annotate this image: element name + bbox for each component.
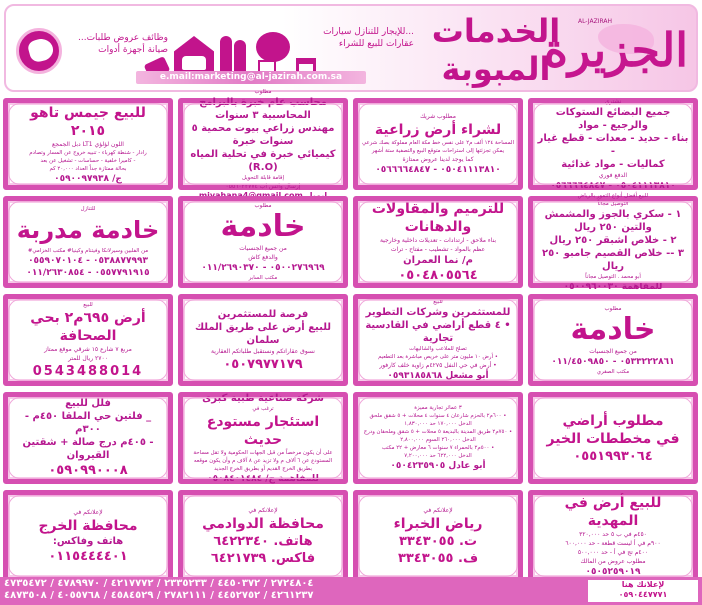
ad-headline: أرض ٦٩٥م٢ بحي الصحافة bbox=[30, 309, 146, 344]
ad-trained-maid-transfer bbox=[3, 196, 173, 288]
services-caption-1: ...للإيجار للتنازل سيارات عقارات للبيع للشراء bbox=[323, 27, 414, 49]
ad-text: _ فلتين حي الملقا ٤٥٠م - ٣٠٠م bbox=[24, 411, 152, 435]
ad-sahafa-land-sale bbox=[3, 294, 173, 386]
ad-partner-farm-land bbox=[353, 98, 523, 190]
ad-gmc-tahoe-sale bbox=[3, 98, 173, 190]
title-line-1: الخدمات bbox=[431, 12, 561, 50]
ad-label: ٣ عمائر تجارية مميزة bbox=[414, 405, 462, 411]
ad-phone: ٠٥٣٣٢٢٢٨٦١ - ٠١١/٤٥٠٩٨٥٠ bbox=[551, 356, 675, 367]
ad-phone: ٠٥٩٠٩٩٠٠٠٨ bbox=[48, 463, 128, 478]
ad-text: الدخل ٦٢٢,٠٠٠ حد ٧,٢٠٠,٠٠٠ bbox=[404, 453, 472, 459]
ad-phone: ٠٥٠٤١١١٣٨١٠ - ٠٥٦٦٦٦٤٨٤٧ bbox=[375, 165, 501, 175]
ad-text: مكتب الصقري bbox=[596, 368, 630, 375]
ad-fax: فاكس. ٦٤٢١٧٣٩ bbox=[210, 550, 316, 566]
ad-label: لإعلانكم في bbox=[73, 508, 103, 516]
advertise-here-phone: ٠٥٩٠٤٤٧٧٧١ bbox=[618, 590, 668, 599]
ad-text: نسوق عقاراتكم ونستقبل طلباتكم العقارية bbox=[211, 347, 315, 355]
services-caption-2: وظائف عروض طلبات... صيانة أجهزة أدوات bbox=[78, 33, 169, 55]
ad-phone: للمفاهمة ٠٥٠٠٩٦٠٠٣٠ bbox=[563, 281, 663, 292]
ad-text: من جميع الجنسيات bbox=[589, 347, 637, 355]
ad-phone: ٠٥٠٠٢٧٦٩٦٩ - ٠١١/٢٦٩٠٣٧٠ bbox=[201, 263, 325, 273]
ad-label: مطلوب bbox=[604, 305, 622, 312]
ad-phone: ٠٥٠٤١١١٣٨١٠ - ٠٥٦٦٦٦٤٨٤٧ bbox=[550, 180, 676, 191]
globe-map-icon bbox=[16, 28, 62, 74]
ad-phone: ٠٥٠٧٩٧٧١٧٩ bbox=[223, 356, 303, 372]
ad-phone: ٠٥٠٤٨٠٥٥٦٤ bbox=[398, 268, 478, 283]
footer-phone-numbers: ٢٧٢٤٨٠٤ / ٤٤٥٠٣٧٢ / ٢٣٣٥٢٣٣ / ٤٢١٧٧٧٢ / ٤٧٨٩٩٧٠ / ٤٧٣٥٤٧٢ ٤٢٦١٢٣٧ / ٤٤٥٢٧٥٢ / ٢٧٨٢١١١ / ٤٥٨٤٥٢٩ / ٤٠٥٥٧٦٨ / ٤٨٧٣٥٠٨ bbox=[4, 578, 314, 601]
ad-phone: ٠١١٥٤٤٤٤٠١ bbox=[48, 548, 128, 564]
ad-text: مربع ٧ شارع ١٥ شرقي موقع ممتاز bbox=[44, 345, 132, 353]
ad-jobs-accountant-engineer bbox=[178, 89, 348, 190]
ad-dates-sale bbox=[528, 192, 698, 292]
ad-text: ٤٥٠م في ب ٥ حد ٣٢٠,٠٠٠ bbox=[579, 531, 647, 538]
ad-dawadmi-advertising bbox=[178, 490, 348, 582]
ad-text: يمكن تجزئتها إلى استراحات متوقع البيع والتصفية ستة أشهر bbox=[371, 148, 505, 154]
ad-villas-sale bbox=[3, 392, 173, 484]
ad-text: ٢ - خلاص اشبقر ٢٥٠ ريال bbox=[549, 234, 677, 246]
ad-label: للبيع أفضل أنواع التمور بالرياض bbox=[577, 192, 649, 199]
title-line-2: المبوبة bbox=[441, 50, 551, 88]
ad-maid-wanted-alsaber bbox=[178, 196, 348, 288]
ad-text: ٤٠٠م تج في أ - حد ٥٠٠,٠٠٠ bbox=[577, 549, 649, 556]
ad-text: كيميائي خبرة في تحلية المياه (R.O) bbox=[190, 149, 336, 173]
ad-text: ٢٧٠٠ ريال للمتر bbox=[68, 354, 108, 362]
ad-text: المستودع عن ٦ آلاف م ولا تزيد عن ٨ آلاف م وأن يكون موقعه bbox=[193, 457, 333, 464]
ad-text: • أرض ١٠ مليون متر على خريص مباشرة بعد التطعيم bbox=[378, 354, 498, 360]
classified-ads-grid bbox=[4, 89, 698, 582]
ad-text: ٣ -- خلاص القصيم جامبو ٢٥٠ ريال bbox=[541, 247, 685, 272]
ad-alkharj-advertising bbox=[3, 490, 173, 582]
ad-text: • ٤ قطع أراضي في القادسية تجارية bbox=[365, 320, 511, 344]
advertise-here-box bbox=[588, 580, 698, 602]
ad-text: رادار - شنطة كهرباء - تنبيه خروج عن المسار وتصادم bbox=[29, 149, 147, 156]
ad-text: - كاميرا خلفية - حساسات - تشغيل عن بعد bbox=[40, 157, 136, 164]
logo-arabic: الجزيرة bbox=[543, 23, 688, 77]
logo-latin: AL-JAZIRAH bbox=[577, 18, 612, 25]
ad-label: للتنازل bbox=[80, 206, 96, 212]
ad-label: للبيع bbox=[433, 299, 443, 305]
ad-headline: للبيع أرض في المهدية bbox=[564, 495, 662, 529]
ad-king-salman-road-land bbox=[178, 294, 348, 386]
ad-riyadh-alkhabra-advertising bbox=[353, 490, 523, 582]
ad-headline: خادمة مدربة bbox=[16, 216, 160, 244]
ad-text: بطريق الخرج القديم أو بطريق الخرج الجديد bbox=[214, 465, 312, 472]
ad-label: لإعلانكم في bbox=[248, 506, 278, 514]
ad-phone: أبو عادل ٠٥٠٤٢٣٥٩٠٥ bbox=[390, 461, 486, 471]
ad-text: ١ - سكري بالجوز والمشمش والتين ٢٥٠ ريال bbox=[544, 208, 682, 233]
ad-label: مطلوب bbox=[254, 203, 272, 209]
ad-warehouse-rental bbox=[178, 392, 348, 484]
ad-text: للبيع أرض على طريق الملك سلمان bbox=[194, 321, 332, 346]
ad-text: تصلح للملاعب والشاليهات bbox=[409, 346, 467, 352]
ad-text: مكتب السابر bbox=[248, 275, 278, 281]
ad-text: مطلوب عروض من المالك bbox=[580, 558, 646, 565]
ad-headline: محافظة الدوادمي bbox=[202, 515, 324, 532]
ad-text: • ٦٠٠م٢ بالحزم شارعان ٤ سنوات ٤ محلات + ٥ شقق ملحق bbox=[369, 413, 507, 419]
section-title bbox=[426, 12, 566, 88]
ad-text: محاسب عام خبرة بالبرامج المحاسبية ٣ سنوات bbox=[199, 97, 327, 121]
ad-text: المساحة ١٢٤ ألف م٢ على نفس خط مكة العام مملوكة بصك شرعي bbox=[362, 140, 514, 146]
ad-label: التوصيل مجاناً bbox=[597, 200, 629, 207]
ad-headline: مطلوب أراضي bbox=[562, 412, 664, 429]
ad-headline: فرصة للمستثمرين bbox=[217, 308, 309, 320]
ad-commercial-buildings bbox=[353, 392, 523, 484]
ad-label: نشتري bbox=[604, 97, 622, 105]
ad-buy-stock-goods bbox=[528, 98, 698, 190]
ad-text: - ٤٠٥م درج صالة + شقتين القيروان bbox=[22, 437, 154, 461]
ad-text: • أرض في حي النفل ٤٢٧٥م زاوية خلف كارفور bbox=[379, 362, 497, 369]
ad-phone: ت. ٣٣٤٣٠٥٥ bbox=[398, 533, 478, 549]
ad-lands-wanted-alkhair bbox=[528, 392, 698, 484]
ad-label: ترغب في bbox=[252, 405, 274, 412]
ad-text: م/ نما العمران bbox=[403, 255, 473, 266]
ad-phone: أبو مشعل ٠٥٩٣١٨٥٨٦٨ bbox=[387, 371, 489, 381]
ad-text: اللون لؤلؤي LT1 دبل الجمجع bbox=[52, 140, 124, 148]
ad-phone: ٠٥٣٨٨٧٧٩٩٣ - ٠٥٥٩٠٧٠١٠٤ bbox=[28, 256, 148, 266]
ad-text: للمستثمرين وشركات التطوير bbox=[365, 307, 511, 318]
ad-headline: فلل للبيع bbox=[65, 398, 111, 409]
ad-label: لإعلانكم في bbox=[423, 506, 453, 514]
ad-phone: 0543488014 bbox=[32, 363, 144, 379]
ad-renovation-contracting bbox=[353, 196, 523, 288]
ad-headline: لشراء أرض زراعية bbox=[374, 122, 502, 138]
ad-headline: استئجار مستودع حديث bbox=[206, 413, 320, 448]
advertising-contacts-footer bbox=[0, 577, 702, 605]
ad-text: مهندس زراعي بيوت محمية ٥ سنوات خبرة bbox=[191, 123, 335, 147]
ad-text: بحالة ممتازة جداً العداد ٢٠,٠٠٠ كم bbox=[49, 165, 127, 172]
ad-text: بناء ملاحق - ارتدادات - تعديلات داخلية وخارجية bbox=[379, 237, 497, 244]
ad-headline: للبيع جيمس تاهو ٢٠١٥ bbox=[30, 104, 146, 139]
ad-text: بناء - حديد - معدات - قطع غيار - bbox=[537, 132, 689, 157]
ad-text: شركة صناعية طبية كبرى bbox=[202, 392, 324, 404]
ad-headline: خادمة bbox=[220, 209, 306, 244]
ad-phone: ٠٥٠٥٢٥٩٠١٩ bbox=[585, 567, 641, 577]
ad-text: من جميع الجنسيات bbox=[239, 245, 287, 252]
al-jazirah-logo bbox=[543, 14, 688, 86]
ad-phone: للمفاهمة ج/ ٠٥٠٨٤٠١٤٨٤ bbox=[207, 473, 319, 484]
ad-text: هاتف وفاكس: bbox=[52, 535, 124, 547]
ad-label: للبيع bbox=[83, 301, 93, 308]
ad-text: إقامة قابلة التحويل bbox=[242, 175, 284, 181]
contact-email[interactable]: e.mail:marketing@al-jazirah.com.sa bbox=[136, 71, 366, 84]
ad-text: الدخل ١٧٠,٠٠٠ حد ١,٨٣٠,٠٠٠ bbox=[404, 421, 472, 427]
ad-text: كماليات - مواد غذائية bbox=[561, 158, 665, 170]
ad-label: مطلوب bbox=[254, 89, 272, 95]
ad-mahdiya-land-sale bbox=[528, 490, 698, 582]
ad-label: مطلوب شريك bbox=[420, 113, 456, 120]
ad-text: كما يوجد لدينا عروض ممتازة bbox=[402, 156, 474, 163]
ad-text: على أن يكون مرخصاً من قبل الجهات الحكومية ولا تقل مساحة bbox=[193, 449, 333, 456]
ad-fax: ف. ٣٣٤٣٠٥٥ bbox=[397, 550, 479, 566]
ad-land-for-investors bbox=[353, 294, 523, 386]
ad-maid-wanted-alsaqri bbox=[528, 294, 698, 386]
ad-text: الدخل ٢٦٠,٠٠٠ السوم ٢,٨٠٠,٠٠٠ bbox=[400, 437, 476, 443]
page-header bbox=[4, 4, 698, 92]
ad-text: الدفع فوري bbox=[598, 171, 628, 179]
ad-text: • ٥٠٠م٢ بالحمراء ٧ سنوات ٦ معارض + ٢٢ مكتب bbox=[381, 445, 495, 451]
ad-headline: للترميم والمقاولات والدهانات bbox=[371, 201, 505, 235]
advertise-here-label: لإعلانك هنا bbox=[621, 580, 665, 589]
ad-phone: ٠٥٥١٩٩٣٠٦٤ bbox=[573, 448, 653, 464]
ad-headline: محافظة الخرج bbox=[38, 517, 138, 534]
ad-text: أبو محمد . التوصيل مجاناً bbox=[585, 273, 641, 280]
ad-text: ٩٠٠م في أ ليست قطعة - حد ٦٠٠,٠٠٠ bbox=[565, 540, 661, 547]
ad-phone: هاتف. ٦٤٢٢٣٤٠ bbox=[213, 533, 313, 549]
ad-text: والدفع كاش bbox=[248, 254, 278, 261]
ad-text: جميع البضائع الستوكات والرجيع - مواد bbox=[555, 106, 671, 131]
ad-headline: رياض الخبراء bbox=[393, 515, 483, 532]
ad-phone: ج/ ٠٥٩٠٠٩٧٩٣٨ bbox=[54, 173, 122, 184]
ad-headline: في مخططات الخير bbox=[546, 430, 680, 447]
ad-phone: إرسال واتس اب ٠٥٥٦٠٢٢٧٧٤ bbox=[225, 183, 301, 190]
ad-text: عظم بالمواد - تشطيب - مفتاح - ترات bbox=[390, 246, 486, 253]
ad-text: • ٧٥٠م٢ طريق المدينة بالبديعة ٥ محلات + ٥ شقق وملحقان ودرج bbox=[363, 429, 513, 435]
ad-phone: ٠٥٥٧٧٩١٩١٥ - ٠١١/٢٦٣٠٨٥٤ bbox=[26, 268, 150, 278]
ad-text: من الفلبين وسيرلانكا وفيتنام وكينيا# مكتب الخزامي# bbox=[27, 248, 149, 254]
ad-headline: خادمة bbox=[570, 311, 656, 347]
